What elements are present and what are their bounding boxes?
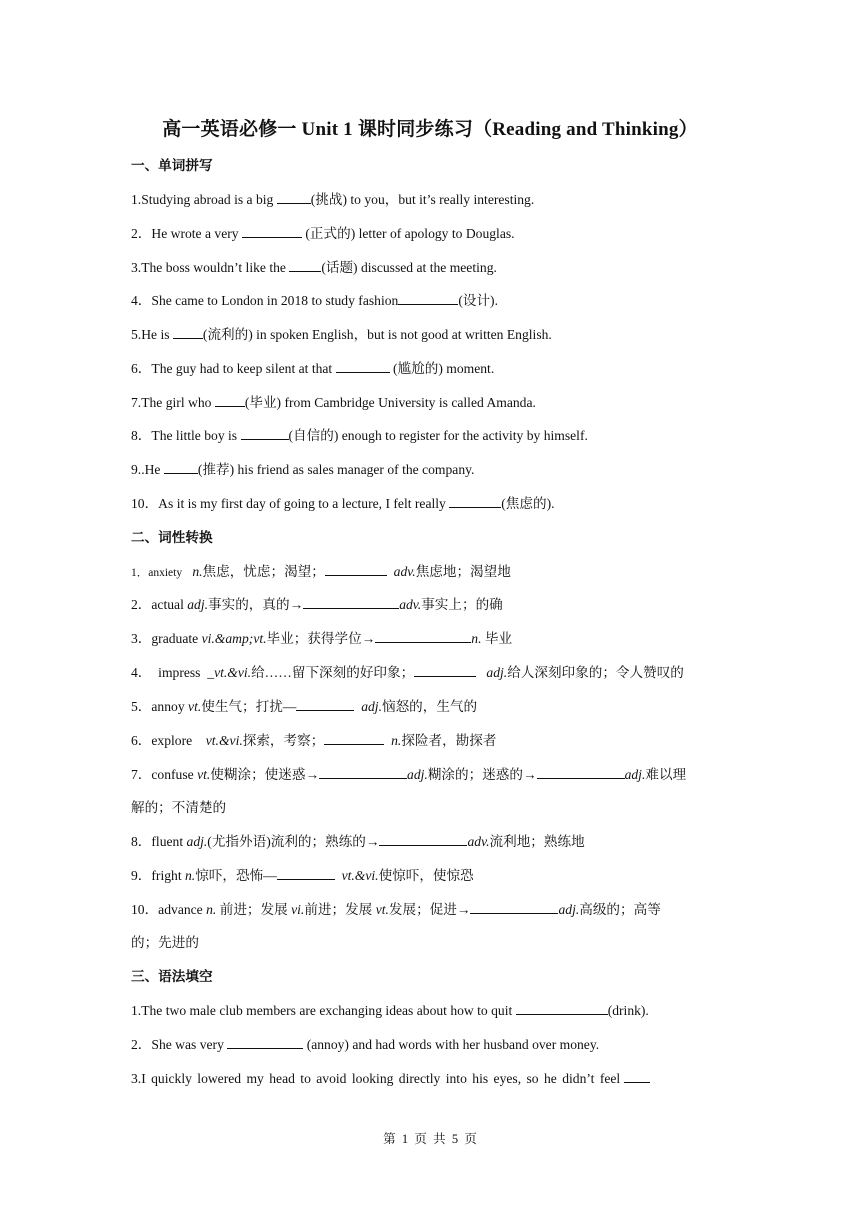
- conversion-2: 2．actual adj.事实的，真的→ adv.事实上；的确: [131, 597, 503, 612]
- conversion-7: 7．confuse vt.使糊涂；使迷惑→ adj.糊涂的；迷惑的→ adj.难以理: [131, 767, 687, 782]
- conversion-8: 8．fluent adj.(尤指外语)流利的；熟练的→ adv.流利地；熟练地: [131, 834, 585, 849]
- conversion-5: 5．annoy vt.使生气；打扰— adj.恼怒的，生气的: [131, 699, 478, 714]
- exercise-1-6: 6．The guy had to keep silent at that (尴尬的) moment.: [131, 361, 495, 376]
- exercise-1-4: 4．She came to London in 2018 to study fashion (设计).: [131, 293, 498, 308]
- conversion-7-cont: 解的；不清楚的: [131, 800, 227, 815]
- conversion-3: 3．graduate vi.&amp;vt.毕业；获得学位→ n. 毕业: [131, 631, 513, 646]
- section-heading-3: 三、语法填空: [131, 969, 213, 984]
- section-heading-1: 一、单词拼写: [131, 158, 213, 173]
- conversion-1: 1．anxiety n.焦虑，忧虑；渴望； adv.焦虑地；渴望地: [131, 564, 511, 579]
- conversion-6: 6．explore vt.&vi.探索，考察； n.探险者，勘探者: [131, 733, 497, 748]
- conversion-4: 4． impress _vt.&vi.给……留下深刻的好印象； adj.给人深刻印象的；令人赞叹的: [131, 665, 684, 680]
- grammar-2: 2．She was very (annoy) and had words with her husband over money.: [131, 1037, 600, 1052]
- exercise-1-3: 3.The boss wouldn’t like the (话题) discussed at the meeting.: [131, 260, 497, 275]
- exercise-1-1: 1.Studying abroad is a big (挑战) to you，but it’s really interesting.: [131, 192, 535, 207]
- exercise-1-2: 2．He wrote a very (正式的) letter of apology to Douglas.: [131, 226, 515, 241]
- grammar-1: 1.The two male club members are exchanging ideas about how to quit (drink).: [131, 1003, 649, 1018]
- grammar-3: 3.I quickly lowered my head to avoid looking directly into his eyes, so he didn’t feel: [131, 1070, 731, 1088]
- page-title: 高一英语必修一 Unit 1 课时同步练习（Reading and Thinking）: [162, 119, 698, 140]
- exercise-1-9: 9..He (推荐) his friend as sales manager of the company.: [131, 462, 475, 477]
- exercise-1-8: 8．The little boy is (自信的) enough to register for the activity by himself.: [131, 428, 588, 443]
- conversion-10: 10．advance n. 前进；发展 vi.前进；发展 vt.发展；促进→ adj.高级的；高等: [131, 902, 661, 917]
- exercise-1-5: 5.He is (流利的) in spoken English，but is not good at written English.: [131, 327, 552, 342]
- conversion-10-cont: 的；先进的: [131, 935, 199, 950]
- exercise-1-7: 7.The girl who (毕业) from Cambridge University is called Amanda.: [131, 395, 536, 410]
- section-heading-2: 二、词性转换: [131, 530, 213, 545]
- conversion-9: 9．fright n.惊吓，恐怖— vt.&vi.使惊吓，使惊恐: [131, 868, 474, 883]
- exercise-1-10: 10．As it is my first day of going to a lecture, I felt really (焦虑的).: [131, 496, 555, 511]
- page-footer: 第 1 页 共 5 页: [383, 1132, 477, 1146]
